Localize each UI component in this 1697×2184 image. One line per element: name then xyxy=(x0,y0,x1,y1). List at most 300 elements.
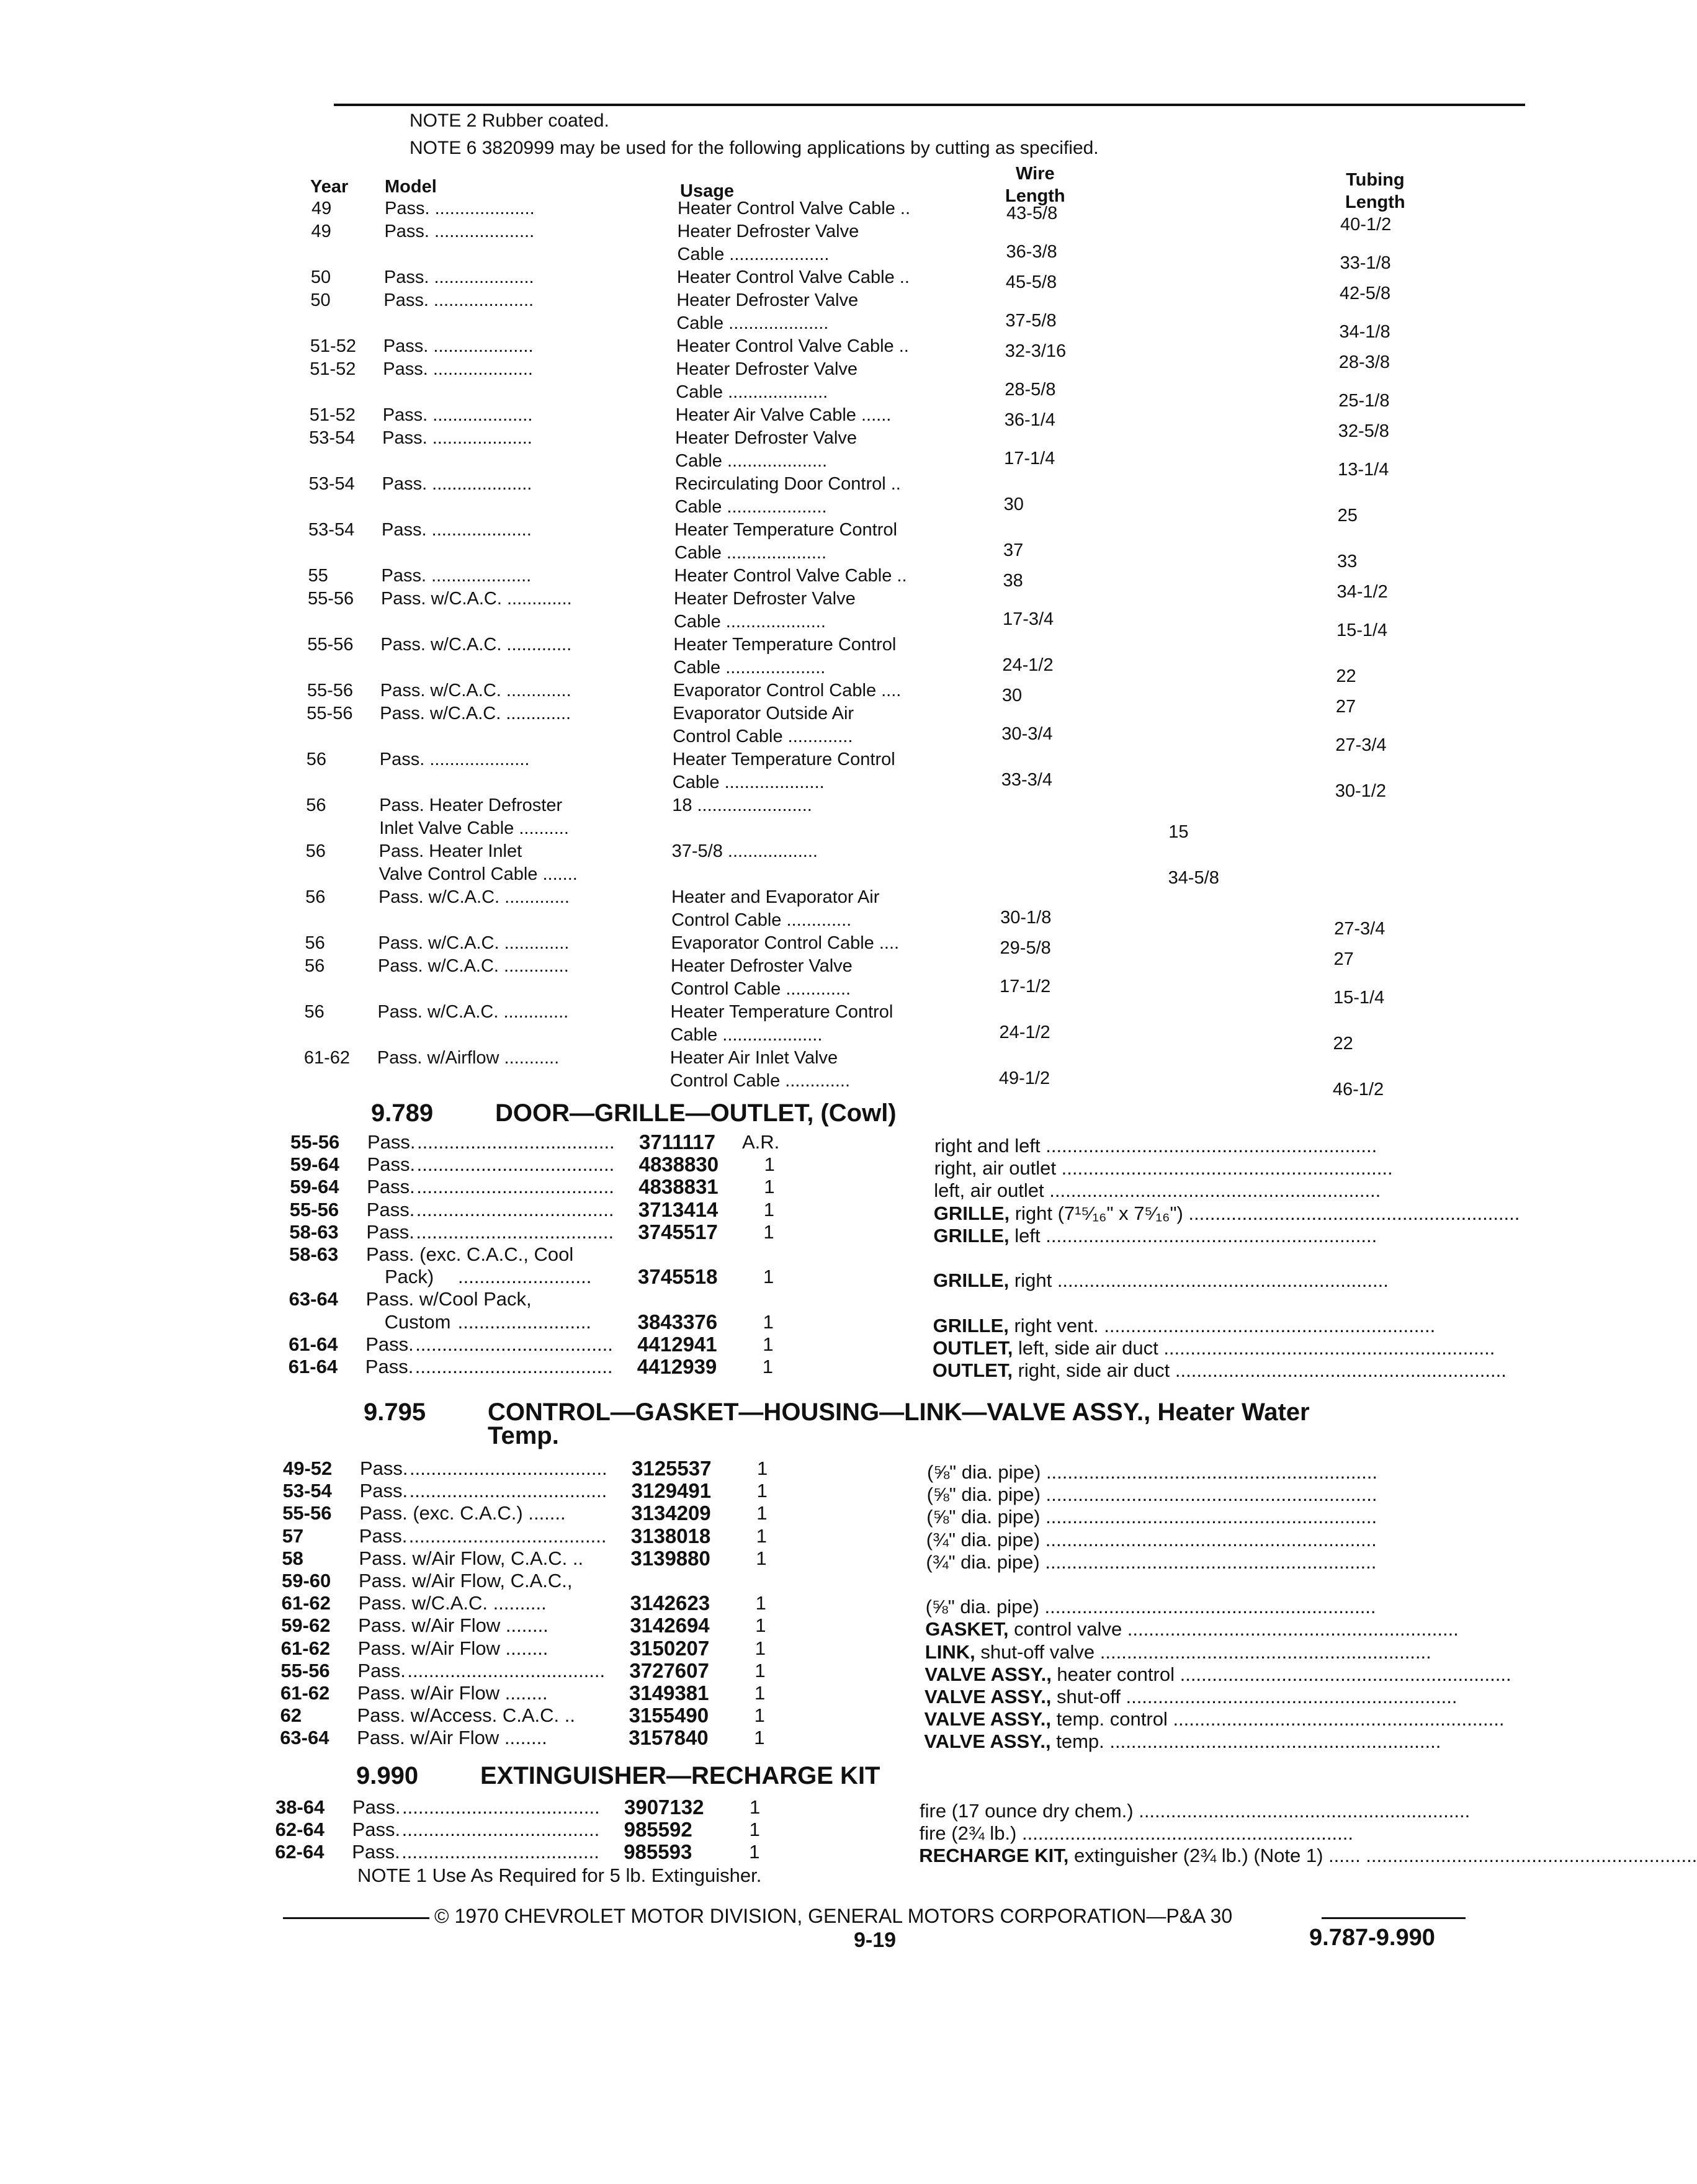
parts-row-description-text: right and left xyxy=(934,1135,1041,1157)
parts-row-quantity: 1 xyxy=(756,1480,768,1502)
parts-row-quantity: A.R. xyxy=(742,1131,780,1153)
parts-row-description xyxy=(933,1336,1495,1359)
parts-row-part-number: 985592 xyxy=(624,1818,692,1842)
table-cell-tubing-length: 33 xyxy=(1337,552,1358,572)
table-cell-tubing-length: 15-1/4 xyxy=(1333,988,1385,1008)
parts-row-description-text: left xyxy=(1009,1224,1041,1246)
table-cell-tubing-length: 34-5/8 xyxy=(1168,868,1219,888)
table-cell-usage-cont: Cable .................... xyxy=(675,451,828,471)
parts-row-year: 62-64 xyxy=(275,1841,325,1863)
parts-row-model: Pass. xyxy=(365,1333,414,1355)
table-cell-usage: Heater Defroster Valve xyxy=(671,956,853,976)
parts-row-year: 61-62 xyxy=(280,1682,330,1704)
parts-row-part-number: 3149381 xyxy=(629,1681,709,1704)
parts-row-description xyxy=(927,1483,1480,1506)
table-cell-tubing-length: 32-5/8 xyxy=(1338,421,1389,441)
table-cell-model-cont: Inlet Valve Cable .......... xyxy=(379,818,569,838)
parts-row-description-keyword: GRILLE, xyxy=(933,1314,1009,1336)
parts-row-description xyxy=(925,1618,1479,1640)
parts-row-leader-dots: ..................................... xyxy=(407,1659,606,1681)
parts-row-description-dots: .............................................................. xyxy=(1133,1800,1471,1822)
table-cell-wire-length: 17-1/2 xyxy=(1000,977,1051,997)
table-cell-model: Pass. w/C.A.C. ............. xyxy=(377,1002,569,1022)
table-cell-tubing-length: 27 xyxy=(1335,697,1356,717)
note-6: NOTE 6 3820999 may be used for the following applications by cutting as specified. xyxy=(410,138,1099,158)
table-cell-wire-length: 37 xyxy=(1003,540,1024,561)
table-cell-wire-length: 37-5/8 xyxy=(1005,311,1057,331)
parts-row-quantity: 1 xyxy=(764,1176,775,1198)
parts-row-model: Pass. xyxy=(365,1356,414,1377)
parts-row-quantity: 1 xyxy=(756,1524,768,1547)
parts-row-leader-dots: ..................................... xyxy=(417,1131,615,1153)
parts-row-description xyxy=(926,1528,1480,1551)
parts-row-model: Pass. (exc. C.A.C., Cool xyxy=(366,1243,574,1265)
table-cell-model: Pass. w/C.A.C. ............. xyxy=(378,887,570,907)
footer-section-range: 9.787-9.990 xyxy=(1309,1925,1435,1951)
table-cell-wire-length: 30 xyxy=(1001,686,1023,705)
parts-row-quantity: 1 xyxy=(754,1637,766,1659)
table-cell-model: Pass. .................... xyxy=(382,520,532,540)
parts-row-description xyxy=(926,1551,1479,1573)
footer-rule-left xyxy=(283,1917,429,1919)
parts-row-model: Pass. w/Air Flow ........ xyxy=(358,1614,549,1637)
parts-row-quantity: 1 xyxy=(763,1198,775,1220)
table-cell-tubing-length: 15-1/4 xyxy=(1336,620,1388,641)
table-cell-usage-cont: Cable .................... xyxy=(677,244,830,264)
parts-row-year: 59-60 xyxy=(282,1570,331,1591)
parts-row-year: 63-64 xyxy=(289,1288,338,1310)
parts-row-quantity: 1 xyxy=(754,1682,766,1704)
parts-row-leader-dots: ..................................... xyxy=(415,1333,613,1355)
parts-row-year: 58 xyxy=(282,1547,303,1569)
parts-row-quantity: 1 xyxy=(763,1333,774,1355)
table-cell-usage: Heater Control Valve Cable .. xyxy=(676,336,909,356)
parts-row-model: Pass. xyxy=(367,1176,415,1198)
parts-row-part-number: 3745517 xyxy=(638,1220,718,1243)
table-cell-usage-cont: Control Cable ............. xyxy=(671,910,852,930)
table-cell-year: 53-54 xyxy=(308,474,355,494)
table-cell-year: 55-56 xyxy=(307,704,353,723)
table-cell-usage-cont: Cable .................... xyxy=(672,772,825,792)
parts-row-leader-dots: ..................................... xyxy=(416,1198,614,1220)
table-cell-year: 56 xyxy=(305,887,326,907)
note-2: NOTE 2 Rubber coated. xyxy=(410,110,609,131)
parts-row-quantity: 1 xyxy=(754,1659,766,1681)
parts-row-year: 59-64 xyxy=(290,1176,339,1198)
table-cell-model: Pass. .................... xyxy=(381,566,532,586)
parts-row-quantity: 1 xyxy=(764,1153,775,1176)
table-cell-wire-length: 17-3/4 xyxy=(1002,609,1054,630)
table-cell-tubing-length: 22 xyxy=(1336,666,1356,687)
parts-row-leader-dots: ..................................... xyxy=(416,1220,614,1243)
table-cell-usage: Heater Control Valve Cable .. xyxy=(674,566,907,586)
parts-row-description-keyword: GRILLE, xyxy=(933,1269,1010,1292)
table-cell-usage: Heater Defroster Valve xyxy=(677,222,859,241)
table-cell-usage: Recirculating Door Control .. xyxy=(674,474,901,494)
table-cell-tubing-length: 25 xyxy=(1337,506,1358,526)
parts-row-description-dots: .............................................................. xyxy=(1016,1822,1353,1845)
table-cell-tubing-length: 28-3/8 xyxy=(1338,352,1390,372)
parts-row-description-text: right xyxy=(1009,1269,1052,1292)
parts-row-description-dots: .............................................................. xyxy=(1040,1528,1377,1551)
table-cell-tubing-length: 40-1/2 xyxy=(1340,215,1392,235)
parts-row-description-text: (¾" dia. pipe) xyxy=(926,1528,1041,1551)
parts-row-leader-dots: ..................................... xyxy=(410,1457,607,1479)
table-cell-usage: Heater Defroster Valve xyxy=(676,290,859,310)
footer-rule-right xyxy=(1322,1917,1466,1919)
parts-row-description xyxy=(924,1707,1505,1730)
parts-row-leader-dots: ......................... xyxy=(457,1310,591,1333)
parts-row-description xyxy=(924,1730,1477,1753)
table-cell-wire-length: 30-3/4 xyxy=(1001,724,1053,745)
parts-row-leader-dots: ..................................... xyxy=(408,1524,607,1547)
table-cell-year: 49 xyxy=(311,222,331,241)
parts-row-part-number: 4838830 xyxy=(638,1153,719,1176)
parts-row-description-text: shut-off xyxy=(1051,1686,1121,1707)
parts-row-leader-dots: ..................................... xyxy=(416,1176,614,1198)
parts-row-description xyxy=(926,1505,1480,1528)
table-cell-model: Pass. w/C.A.C. ............. xyxy=(380,704,571,723)
parts-row-model: Pass. w/Air Flow ........ xyxy=(357,1727,547,1749)
parts-row-description-dots: .............................................................. xyxy=(1122,1618,1459,1640)
table-cell-model: Pass. w/C.A.C. ............. xyxy=(380,681,571,700)
parts-row-description-dots: .............................................................. xyxy=(1044,1179,1381,1202)
parts-row-description xyxy=(933,1202,1520,1225)
parts-row-part-number: 3155490 xyxy=(629,1704,709,1727)
parts-row-description-dots: .............................................................. xyxy=(1104,1730,1441,1753)
parts-row-description xyxy=(925,1685,1478,1708)
table-cell-model: Pass. .................... xyxy=(384,222,535,241)
table-cell-year: 56 xyxy=(305,933,325,953)
parts-row-quantity: 1 xyxy=(755,1614,766,1637)
parts-row-quantity: 1 xyxy=(763,1310,774,1333)
parts-row-description-keyword: GRILLE, xyxy=(933,1202,1010,1224)
parts-row-description-dots: .............................................................. xyxy=(1040,1484,1377,1506)
table-cell-year: 50 xyxy=(310,267,331,287)
table-cell-wire-length: 30-1/8 xyxy=(1000,908,1052,928)
table-cell-model: Pass. .................... xyxy=(383,359,533,379)
parts-row-part-number: 3125537 xyxy=(632,1457,712,1480)
parts-row-description-text: right, side air duct xyxy=(1012,1359,1170,1381)
parts-row-quantity: 1 xyxy=(756,1502,768,1524)
table-cell-usage: Heater and Evaporator Air xyxy=(671,887,880,907)
parts-row-model: Pass. xyxy=(359,1480,408,1502)
table-cell-usage-cont: Control Cable ............. xyxy=(669,1071,851,1091)
parts-row-description-text: heater control xyxy=(1051,1663,1175,1685)
section-number: 9.795 xyxy=(364,1399,426,1426)
parts-row-year: 55-56 xyxy=(289,1198,339,1220)
table-cell-year: 50 xyxy=(310,290,331,310)
parts-row-description-keyword: GRILLE, xyxy=(933,1224,1010,1246)
footer-page-number: 9-19 xyxy=(854,1928,897,1952)
table-cell-year: 53-54 xyxy=(308,520,355,540)
parts-row-description xyxy=(933,1224,1479,1247)
table-cell-tubing-length: 25-1/8 xyxy=(1338,391,1390,411)
parts-row-part-number: 3129491 xyxy=(631,1479,712,1503)
header-usage: Usage xyxy=(680,181,735,201)
table-cell-wire-length: 30 xyxy=(1003,495,1024,515)
table-cell-usage-cont: Cable .................... xyxy=(676,382,828,402)
table-cell-model: Pass. .................... xyxy=(385,199,535,218)
table-cell-wire-length: 24-1/2 xyxy=(999,1023,1050,1043)
parts-row-year: 61-62 xyxy=(281,1592,331,1614)
parts-row-description xyxy=(925,1663,1511,1686)
table-cell-model: Pass. .................... xyxy=(383,290,534,310)
table-cell-usage: Heater Temperature Control xyxy=(672,750,895,769)
parts-row-description-dots: .............................................................. xyxy=(1158,1336,1495,1359)
parts-row-description xyxy=(934,1179,1480,1202)
parts-row-description-text: temp. xyxy=(1050,1730,1104,1753)
table-cell-tubing-length: 22 xyxy=(1333,1034,1353,1054)
table-cell-tubing-length: 30-1/2 xyxy=(1335,781,1386,802)
parts-row-model: Pass. xyxy=(352,1819,401,1841)
parts-row-year: 62-64 xyxy=(275,1819,325,1841)
parts-row-description-text: right, air outlet xyxy=(934,1157,1057,1179)
parts-row-description-dots: .............................................................. xyxy=(1120,1686,1457,1707)
parts-row-description-dots: .............................................................. xyxy=(1041,1461,1377,1483)
table-cell-year: 56 xyxy=(306,750,327,769)
table-cell-wire-length: 45-5/8 xyxy=(1005,272,1057,292)
parts-row-description-text: (⅝" dia. pipe) xyxy=(925,1596,1039,1618)
parts-row-year: 55-56 xyxy=(290,1131,340,1153)
parts-row-leader-dots: ..................................... xyxy=(401,1819,600,1841)
section-title: EXTINGUISHER—RECHARGE KIT xyxy=(480,1762,880,1789)
table-cell-year: 56 xyxy=(306,795,326,815)
parts-row-part-number: 3727607 xyxy=(629,1658,709,1682)
table-cell-year: 56 xyxy=(304,1002,325,1022)
parts-row-leader-dots: ..................................... xyxy=(402,1796,600,1818)
parts-row-year: 61-64 xyxy=(289,1333,338,1355)
table-cell-wire-length: 49-1/2 xyxy=(998,1068,1050,1089)
header-tubing-length: Tubing Length xyxy=(1345,170,1405,212)
parts-row-description xyxy=(934,1157,1480,1179)
parts-row-description xyxy=(925,1640,1479,1663)
parts-row-description-text: shut-off valve xyxy=(975,1640,1095,1663)
parts-row-part-number: 3150207 xyxy=(629,1636,710,1660)
parts-row-description-keyword: VALVE ASSY., xyxy=(924,1708,1052,1730)
parts-row-model: Pass. xyxy=(360,1457,408,1479)
parts-row-description-dots: .............................................................. xyxy=(1039,1551,1377,1573)
parts-row-description-text: left, air outlet xyxy=(934,1179,1044,1202)
parts-row-description-dots: .............................................................. xyxy=(1040,1506,1377,1528)
table-cell-model: Pass. .................... xyxy=(382,405,533,425)
table-cell-wire-length: 24-1/2 xyxy=(1002,655,1054,676)
parts-row-year: 63-64 xyxy=(280,1727,329,1749)
table-cell-year: 51-52 xyxy=(310,336,356,356)
parts-row-description-text: extinguisher (2¾ lb.) (Note 1) ...... xyxy=(1068,1845,1361,1867)
parts-row-description xyxy=(927,1461,1480,1484)
table-cell-usage: Heater Defroster Valve xyxy=(673,589,856,609)
parts-row-description-text: left, side air duct xyxy=(1013,1336,1158,1359)
parts-row-model: Pass. xyxy=(366,1198,415,1220)
table-cell-usage-cont: Cable .................... xyxy=(673,658,826,678)
parts-row-model: Pass. xyxy=(357,1659,406,1681)
parts-row-description-text: (⅝" dia. pipe) xyxy=(927,1461,1041,1483)
parts-row-year: 62 xyxy=(280,1704,302,1727)
parts-row-part-number: 3745518 xyxy=(638,1265,718,1289)
parts-row-model: Pass. w/Access. C.A.C. .. xyxy=(357,1704,576,1727)
parts-row-description-text: fire (2¾ lb.) xyxy=(919,1822,1017,1845)
table-cell-year: 55-56 xyxy=(307,589,354,609)
table-cell-usage: Heater Defroster Valve xyxy=(676,359,858,379)
parts-row-model: Pass. w/Air Flow, C.A.C. .. xyxy=(359,1547,584,1569)
parts-row-model: Pass. w/Cool Pack, xyxy=(365,1288,532,1310)
parts-row-description xyxy=(920,1822,1480,1845)
parts-row-description-text: control valve xyxy=(1008,1618,1122,1640)
parts-row-year: 49-52 xyxy=(283,1457,333,1479)
parts-row-year: 53-54 xyxy=(282,1480,332,1502)
table-cell-year: 55-56 xyxy=(307,635,354,655)
parts-row-quantity: 1 xyxy=(762,1356,774,1377)
section-title-cont: Temp. xyxy=(488,1422,559,1449)
parts-row-model: Pass. xyxy=(367,1153,416,1176)
parts-row-year: 61-62 xyxy=(280,1637,331,1659)
parts-row-description-keyword: GASKET, xyxy=(925,1618,1009,1640)
table-cell-usage: Evaporator Outside Air xyxy=(673,704,854,723)
table-cell-usage-cont: Cable .................... xyxy=(676,313,829,333)
parts-row-description-dots: .............................................................. xyxy=(1095,1640,1431,1663)
table-cell-year: 51-52 xyxy=(310,359,356,379)
parts-row-quantity: 1 xyxy=(754,1727,765,1749)
parts-row-model: Pass. w/Air Flow ........ xyxy=(357,1637,549,1659)
table-cell-usage-cont: Cable .................... xyxy=(670,1025,823,1045)
parts-row-model: Pass. xyxy=(352,1796,401,1818)
header-model: Model xyxy=(385,177,437,197)
table-cell-model: Pass. w/C.A.C. ............. xyxy=(378,933,570,953)
table-cell-wire-length: 33-3/4 xyxy=(1001,770,1052,790)
parts-row-description xyxy=(926,1595,1479,1618)
table-cell-tubing-length: 27 xyxy=(1333,949,1354,969)
section-number: 9.789 xyxy=(371,1099,434,1127)
parts-row-quantity: 1 xyxy=(749,1841,760,1863)
table-cell-tubing-length: 42-5/8 xyxy=(1339,284,1391,303)
parts-row-leader-dots: ..................................... xyxy=(416,1153,615,1176)
parts-row-description-keyword: OUTLET, xyxy=(933,1336,1013,1359)
parts-row-part-number: 985593 xyxy=(624,1840,692,1864)
table-cell-usage: Heater Defroster Valve xyxy=(675,428,857,448)
table-cell-usage-cont: Cable .................... xyxy=(674,497,827,517)
table-cell-usage: Evaporator Control Cable .... xyxy=(671,933,900,953)
section-number: 9.990 xyxy=(356,1762,419,1789)
parts-row-description-text: fire (17 ounce dry chem.) xyxy=(920,1800,1134,1822)
parts-row-quantity: 1 xyxy=(755,1592,766,1614)
parts-row-model: Pass. xyxy=(359,1524,408,1547)
table-cell-usage-cont: Cable .................... xyxy=(674,543,827,563)
table-cell-model: Pass. .................... xyxy=(382,428,532,448)
table-cell-model: Pass. w/Airflow ........... xyxy=(377,1048,560,1068)
parts-row-description xyxy=(919,1844,1697,1867)
table-cell-model: Pass. w/C.A.C. ............. xyxy=(380,589,572,609)
parts-row-description-keyword: VALVE ASSY., xyxy=(925,1686,1052,1707)
table-cell-year: 49 xyxy=(311,199,332,218)
header-wire-length: Wire Length xyxy=(1005,164,1065,206)
parts-row-description xyxy=(934,1134,1480,1157)
parts-row-description-dots: .............................................................. xyxy=(1360,1845,1697,1867)
table-cell-model: Pass. w/C.A.C. ............. xyxy=(380,635,572,655)
parts-row-quantity: 1 xyxy=(756,1547,767,1569)
table-cell-year: 55-56 xyxy=(307,681,354,700)
parts-row-description-text: right vent. xyxy=(1008,1314,1099,1336)
section-title: CONTROL—GASKET—HOUSING—LINK—VALVE ASSY., Heater Water xyxy=(488,1399,1310,1426)
parts-row-description-text: right (7¹⁵⁄₁₆" x 7⁵⁄₁₆") xyxy=(1010,1202,1183,1224)
table-cell-model: Pass. .................... xyxy=(383,336,534,356)
parts-row-leader-dots: ..................................... xyxy=(409,1480,607,1502)
table-cell-usage-cont: Control Cable ............. xyxy=(673,727,853,746)
parts-row-quantity: 1 xyxy=(750,1796,761,1818)
table-cell-model: Pass. Heater Inlet xyxy=(378,841,522,861)
parts-row-part-number: 3142623 xyxy=(630,1591,710,1615)
footer-copyright: © 1970 CHEVROLET MOTOR DIVISION, GENERAL MOTORS CORPORATION—P&A 30 xyxy=(434,1905,1233,1927)
parts-row-model: Pass. w/Air Flow ........ xyxy=(357,1682,548,1704)
table-cell-model-cont: Valve Control Cable ....... xyxy=(378,864,578,884)
parts-row-part-number: 3138018 xyxy=(630,1524,711,1547)
table-cell-usage: Heater Temperature Control xyxy=(674,520,897,540)
parts-row-description-text: temp. control xyxy=(1051,1708,1168,1730)
parts-row-model-cont: Custom xyxy=(384,1310,451,1333)
parts-row-part-number: 3142694 xyxy=(630,1614,710,1637)
parts-row-part-number: 3134209 xyxy=(631,1502,711,1525)
parts-row-year: 57 xyxy=(282,1524,304,1547)
parts-row-part-number: 3843376 xyxy=(637,1310,718,1333)
parts-row-description-text: (¾" dia. pipe) xyxy=(926,1551,1040,1573)
note-1: NOTE 1 Use As Required for 5 lb. Extinguisher. xyxy=(357,1864,762,1886)
parts-row-description-keyword: RECHARGE KIT, xyxy=(919,1845,1069,1867)
parts-row-description-dots: .............................................................. xyxy=(1040,1135,1377,1157)
parts-row-description-dots: .............................................................. xyxy=(1098,1314,1436,1336)
parts-row-model-cont: Pack) xyxy=(385,1266,434,1288)
parts-row-year: 58-63 xyxy=(289,1243,339,1265)
section-title: DOOR—GRILLE—OUTLET, (Cowl) xyxy=(495,1099,897,1127)
parts-row-part-number: 3907132 xyxy=(624,1796,704,1819)
parts-row-quantity: 1 xyxy=(757,1457,768,1479)
table-cell-year: 56 xyxy=(305,956,325,976)
table-cell-year: 61-62 xyxy=(303,1048,351,1068)
table-cell-usage: Heater Control Valve Cable .. xyxy=(678,199,911,218)
table-cell-tubing-length: 13-1/4 xyxy=(1338,460,1389,480)
table-cell-usage: Evaporator Control Cable .... xyxy=(673,681,902,700)
parts-row-quantity: 1 xyxy=(763,1220,774,1243)
parts-row-year: 38-64 xyxy=(275,1796,325,1818)
table-cell-model: Pass. .................... xyxy=(383,267,534,287)
parts-row-quantity: 1 xyxy=(754,1704,765,1727)
table-cell-tubing-length: 27-3/4 xyxy=(1335,735,1387,756)
parts-row-year: 58-63 xyxy=(289,1220,339,1243)
table-cell-tubing-length: 27-3/4 xyxy=(1334,919,1386,939)
parts-row-year: 55-56 xyxy=(280,1659,330,1681)
table-cell-usage: Heater Air Valve Cable ...... xyxy=(675,405,892,425)
table-cell-model: Pass. .................... xyxy=(379,750,530,769)
parts-row-quantity: 1 xyxy=(749,1819,760,1841)
parts-row-description-dots: .............................................................. xyxy=(1052,1269,1389,1292)
parts-row-model: Pass. w/C.A.C. .......... xyxy=(358,1592,547,1614)
table-cell-year: 56 xyxy=(305,841,326,861)
parts-row-description-text: (⅝" dia. pipe) xyxy=(926,1506,1041,1528)
table-cell-tubing-length: 46-1/2 xyxy=(1332,1080,1384,1100)
parts-row-description-dots: .............................................................. xyxy=(1167,1708,1505,1730)
parts-row-description-keyword: LINK, xyxy=(925,1640,975,1663)
parts-row-description xyxy=(920,1799,1480,1822)
table-cell-wire-length: 38 xyxy=(1003,571,1023,591)
parts-row-part-number: 4412939 xyxy=(637,1355,717,1378)
parts-row-description-dots: .............................................................. xyxy=(1174,1663,1511,1685)
parts-row-year: 59-64 xyxy=(290,1153,339,1176)
table-cell-model: Pass. .................... xyxy=(382,474,532,494)
table-cell-wire-length: 43-5/8 xyxy=(1006,204,1058,223)
parts-row-leader-dots: ......................... xyxy=(458,1266,592,1288)
parts-row-description-text: (⅝" dia. pipe) xyxy=(926,1484,1041,1506)
parts-row-model: Pass. (exc. C.A.C.) ....... xyxy=(359,1502,566,1524)
parts-row-part-number: 3713414 xyxy=(638,1197,719,1221)
